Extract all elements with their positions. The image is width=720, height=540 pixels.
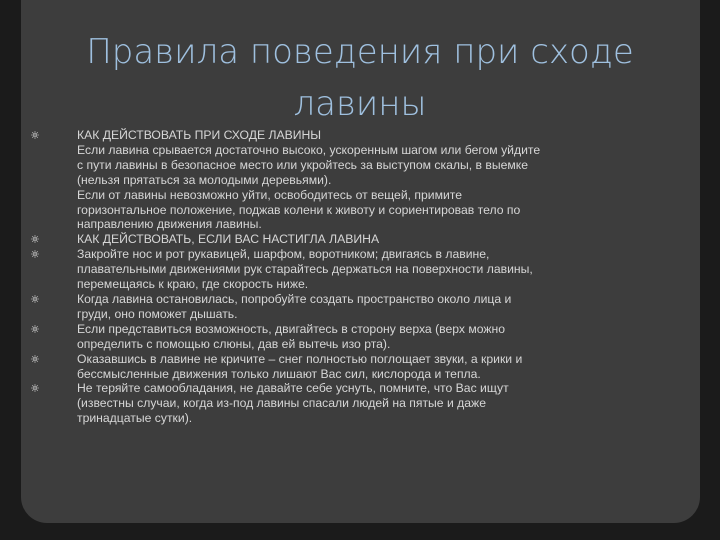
bullet-item — [30, 352, 620, 382]
bullet-item — [30, 292, 620, 322]
bullet-text-line: груди, оно поможет дышать. — [77, 306, 238, 321]
sun-bullet-icon — [31, 295, 39, 303]
sun-bullet-icon — [31, 384, 39, 392]
bullet-text-line: с пути лавины в безопасное место или укройтесь за выступом скалы, в выемке — [77, 157, 529, 172]
bullet-text-line: КАК ДЕЙСТВОВАТЬ ПРИ СХОДЕ ЛАВИНЫ — [77, 128, 322, 142]
bullet-item — [30, 232, 620, 247]
bullet-text-line: направлению движения лавины. — [77, 217, 262, 232]
bullet-text-line: бессмысленные движения только лишают Вас сил, кислорода и тепла. — [77, 366, 481, 381]
bullet-text-line: перемещаясь к краю, где скорость ниже. — [77, 277, 309, 292]
bullet-list — [30, 128, 620, 426]
sun-bullet-icon — [31, 250, 39, 258]
bullet-text-line: Если от лавины невозможно уйти, освободитесь от вещей, примите — [77, 187, 463, 202]
bullet-item — [30, 381, 620, 426]
bullet-text-line: Закройте нос и рот рукавицей, шарфом, воротником; двигаясь в лавине, — [77, 247, 490, 262]
bullet-text-line: Если лавина срывается достаточно высоко, ускоренным шагом или бегом уйдите — [77, 142, 541, 157]
bullet-text-line: (известны случаи, когда из-под лавины спасали людей на пятые и даже — [77, 396, 486, 411]
slide-title-line-2: лавины — [293, 84, 427, 124]
bullet-text-line: КАК ДЕЙСТВОВАТЬ, ЕСЛИ ВАС НАСТИГЛА ЛАВИНА — [77, 232, 380, 247]
bullet-text-line: тринадцатые сутки). — [77, 411, 193, 426]
bullet-text-line: Не теряйте самообладания, не давайте себе уснуть, помните, что Вас ищут — [77, 381, 509, 396]
bullet-text-line: горизонтальное положение, поджав колени к животу и сориентировав тело по — [77, 202, 521, 217]
slide-title-line-1: Правила поведения при сходе — [86, 32, 634, 72]
bullet-text-line: Оказавшись в лавине не кричите – снег полностью поглощает звуки, а крики и — [77, 351, 523, 366]
sun-bullet-icon — [31, 355, 39, 363]
bullet-text-line: (нельзя прятаться за молодыми деревьями). — [77, 172, 332, 187]
bullet-text-line: определить с помощью слюны, дав ей вытечь изо рта). — [77, 336, 391, 351]
sun-bullet-icon — [31, 325, 39, 333]
bullet-item — [30, 322, 620, 352]
bullet-text-line: плавательными движениями рук старайтесь держаться на поверхности лавины, — [77, 262, 533, 277]
bullet-text-line: Когда лавина остановилась, попробуйте создать пространство около лица и — [77, 291, 512, 306]
bullet-item — [30, 247, 620, 292]
sun-bullet-icon — [31, 131, 39, 139]
bullet-item — [30, 128, 620, 232]
slide-title — [30, 26, 690, 130]
sun-bullet-icon — [31, 235, 39, 243]
bullet-text-line: Если представиться возможность, двигайтесь в сторону верха (верх можно — [77, 321, 506, 336]
